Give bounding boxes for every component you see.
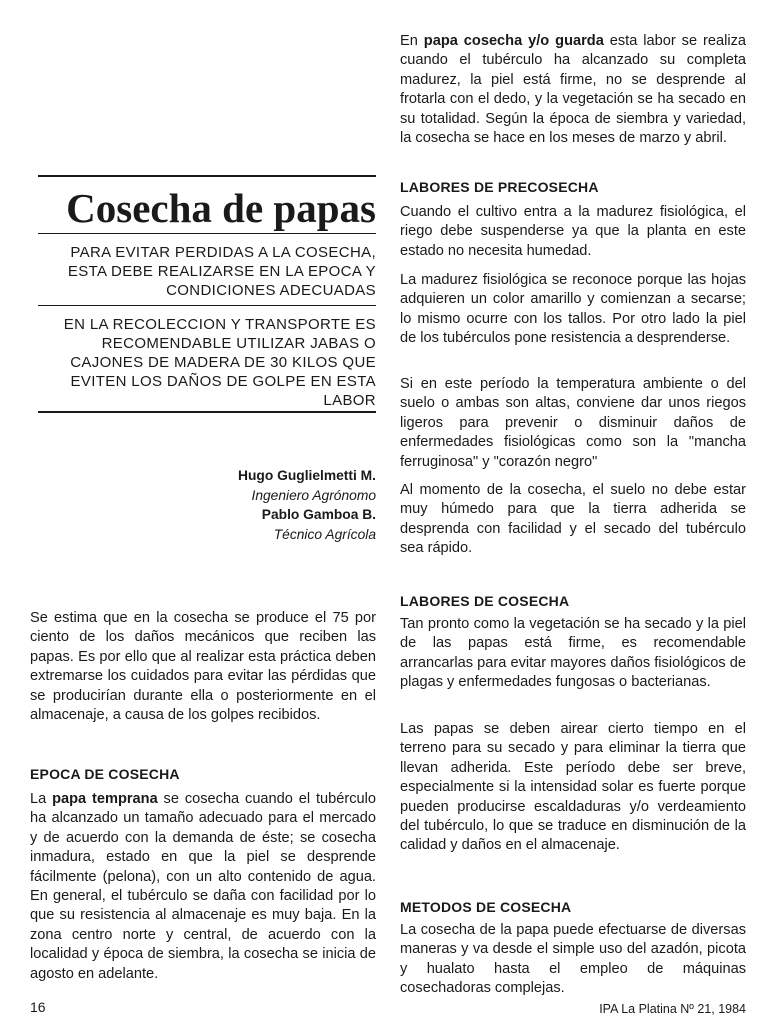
precosecha-paragraph-1: Cuando el cultivo entra a la madurez fisiológica, el riego debe suspenderse ya que la planta en este estado no necesita humedad. <box>400 204 746 259</box>
title-bottom-rule <box>38 233 376 234</box>
precosecha-paragraph-2: La madurez fisiológica se reconoce porque las hojas adquieren un color amarillo y comienzan a secarse; lo mismo ocurre con los tallos. Por otro lado la piel de los tubérculos pone resistencia a desprenderse. <box>400 272 746 347</box>
author-2 <box>262 505 376 544</box>
page-number: 16 <box>30 999 46 1015</box>
epoca-bold-text: papa temprana <box>52 791 158 807</box>
section-heading-cosecha: LABORES DE COSECHA <box>400 593 570 609</box>
deck-bottom-rule <box>38 411 376 413</box>
guarda-paragraph <box>400 32 746 148</box>
author-2-role: Técnico Agrícola <box>273 526 376 542</box>
metodos-paragraph-1: La cosecha de la papa puede efectuarse de diversas maneras y va desde el simple uso del azadón, picota y hualato hasta el empleo de máquinas cosechadoras complejas. <box>400 922 746 997</box>
guarda-bold-text: papa cosecha y/o guarda <box>423 33 604 49</box>
article-title: Cosecha de papas <box>66 185 376 231</box>
precosecha-paragraph-4: Al momento de la cosecha, el suelo no debe estar muy húmedo para que la tierra adherida se desprenda con facilidad y el secado del tubérculo sea rápido. <box>400 482 746 557</box>
guarda-rest-text: esta labor se realiza cuando el tubérculo ha alcanzado su completa madurez, la piel está firme, no se desprende al frotarla con el dedo, y la vegetación se ha secado en su totalidad. Según la época de siembra y variedad, la cosecha se hace en los meses de marzo y abril. <box>400 33 746 147</box>
epoca-paragraph <box>30 790 376 984</box>
author-1 <box>238 466 376 505</box>
epoca-lead-text: La <box>30 791 53 807</box>
intro-paragraph: Se estima que en la cosecha se produce el 75 por ciento de los daños mecánicos que reciben las papas. Es por ello que al realizar esta práctica deben extremarse los cuidados para evitar las pérdidas que se producirían durante ella o posteriormente en el almacenaje, a causa de los golpes recibidos. <box>30 610 376 724</box>
precosecha-paragraph-3: Si en este período la temperatura ambiente o del suelo o ambas son altas, conviene dar unos riegos ligeros para prevenir o disminuir daños de enfermedades fisiológicas como son la "mancha ferruginosa" y "corazón negro" <box>400 376 746 470</box>
title-top-rule <box>38 175 376 177</box>
section-heading-epoca: EPOCA DE COSECHA <box>30 766 180 782</box>
author-2-name: Pablo Gamboa B. <box>261 507 376 522</box>
section-heading-precosecha: LABORES DE PRECOSECHA <box>400 179 599 195</box>
publication-footer: IPA La Platina Nº 21, 1984 <box>599 1002 746 1016</box>
article-deck-1: PARA EVITAR PERDIDAS A LA COSECHA, ESTA DEBE REALIZARSE EN LA EPOCA Y CONDICIONES ADECUADAS <box>67 244 376 299</box>
guarda-lead-text: En <box>400 33 424 49</box>
section-heading-metodos: METODOS DE COSECHA <box>400 899 572 915</box>
author-1-role: Ingeniero Agrónomo <box>251 487 376 503</box>
epoca-rest-text: se cosecha cuando el tubérculo ha alcanzado un tamaño adecuado para el mercado y de acuerdo con la demanda de éste; se cosecha inmadura, estado en que la piel se desprende fácilmente (pelona), con un alto contenido de agua. En general, el tubérculo se daña con facilidad por lo que su resistencia al almacenaje es muy baja. En la zona centro norte y central, de acuerdo con la localidad y época de siembra, la cosecha se inicia de agosto en adelante. <box>30 791 376 982</box>
article-deck-2: EN LA RECOLECCION Y TRANSPORTE ES RECOMENDABLE UTILIZAR JABAS O CAJONES DE MADERA DE 30 KILOS QUE EVITEN LOS DAÑOS DE GOLPE EN ESTA LABOR <box>63 316 376 409</box>
cosecha-paragraph-2: Las papas se deben airear cierto tiempo en el terreno para su secado y para eliminar la tierra que llevan adherida. Este período debe ser breve, especialmente si la intensidad solar es fuerte porque pueden producirse escaldaduras y/o verdeamiento del tubérculo, lo que se traduce en disminución de la calidad y daños en el almacenaje. <box>400 721 746 854</box>
cosecha-paragraph-1: Tan pronto como la vegetación se ha secado y la piel de las papas está firme, es recomendable arrancarlas para evitar mayores daños fisiológicos de plagas y enfermedades fungosas o bacterianas. <box>400 616 746 691</box>
author-1-name: Hugo Guglielmetti M. <box>238 468 376 483</box>
deck-divider-rule <box>38 305 376 306</box>
